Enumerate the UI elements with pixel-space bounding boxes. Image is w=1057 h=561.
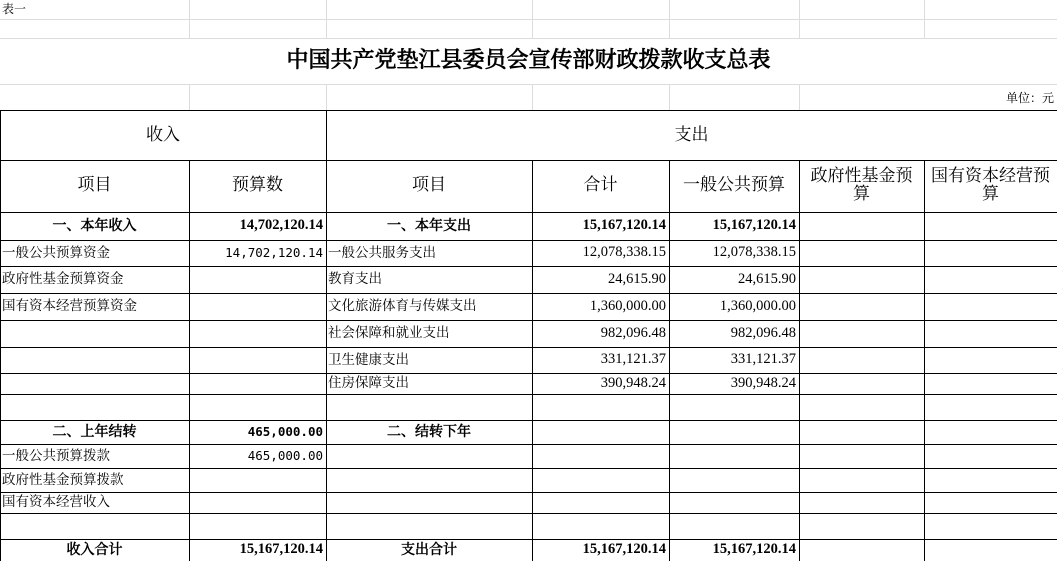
- state-capital-budget-cell: [924, 420, 1057, 444]
- page-title: 中国共产党垫江县委员会宣传部财政拨款收支总表: [286, 47, 771, 74]
- general-public-budget-cell: 982,096.48: [730, 324, 796, 341]
- expense-item-cell: 卫生健康支出: [328, 351, 409, 368]
- column-header-budget-amount: 预算数: [232, 175, 283, 196]
- expense-total-cell: 1,360,000.00: [589, 297, 666, 314]
- grid-line: [0, 444, 1057, 445]
- expense-total-cell: 15,167,120.14: [582, 217, 666, 234]
- state-capital-budget-cell: [924, 212, 1057, 240]
- grid-line: [0, 539, 1057, 540]
- gov-fund-budget-cell: [799, 320, 924, 347]
- income-item-cell: 政府性基金预算资金: [2, 271, 124, 288]
- general-public-budget-cell: 1,360,000.00: [719, 297, 796, 314]
- general-public-budget-cell: [669, 492, 799, 513]
- gov-fund-budget-cell: [799, 394, 924, 420]
- income-amount-cell: [189, 347, 326, 373]
- grid-line: [532, 0, 533, 38]
- expense-total-cell: 15,167,120.14: [582, 541, 666, 558]
- column-header-expense-item: 项目: [412, 175, 446, 196]
- general-public-budget-cell: 15,167,120.14: [712, 217, 796, 234]
- gov-fund-budget-cell: [799, 468, 924, 492]
- income-amount-cell: [189, 394, 326, 420]
- general-public-budget-cell: 24,615.90: [738, 270, 796, 287]
- gov-fund-budget-cell: [799, 212, 924, 240]
- expense-total-cell: 331,121.37: [600, 351, 666, 368]
- expense-total-cell: [532, 468, 669, 492]
- grid-line: [669, 84, 670, 111]
- income-amount-cell: 14,702,120.14: [239, 217, 323, 234]
- grid-line: [0, 38, 1057, 39]
- expense-total-cell: [532, 444, 669, 468]
- general-public-budget-cell: 12,078,338.15: [712, 244, 796, 261]
- grid-line: [669, 0, 670, 38]
- state-capital-budget-cell: [924, 468, 1057, 492]
- grid-line: [0, 212, 799, 213]
- grid-line: [0, 84, 1057, 85]
- gov-fund-budget-cell: [799, 539, 924, 561]
- general-public-budget-cell: 390,948.24: [730, 374, 796, 391]
- grid-line: [326, 84, 327, 111]
- general-public-budget-cell: [669, 420, 799, 444]
- grid-line: [0, 110, 1, 561]
- general-public-budget-cell: [669, 394, 799, 420]
- income-amount-cell: 15,167,120.14: [239, 541, 323, 558]
- table-number: 表一: [2, 2, 27, 17]
- income-item-cell: 政府性基金预算拨款: [2, 471, 124, 488]
- income-header: 收入: [146, 125, 180, 146]
- grid-line: [0, 240, 1057, 241]
- general-public-budget-cell: [669, 468, 799, 492]
- income-item-cell: 收入合计: [66, 541, 123, 558]
- grid-line: [799, 0, 800, 38]
- expense-total-cell: 390,948.24: [600, 374, 666, 391]
- state-capital-budget-cell: [924, 539, 1057, 561]
- grid-line: [326, 160, 1057, 161]
- grid-line: [0, 513, 1057, 514]
- income-item-cell: 二、上年结转: [52, 423, 137, 440]
- income-amount-cell: [189, 293, 326, 320]
- expense-item-cell: [326, 468, 532, 492]
- column-header-general-public-budget: 一般公共预算: [683, 175, 785, 196]
- gov-fund-budget-cell: [799, 293, 924, 320]
- state-capital-budget-cell: [924, 394, 1057, 420]
- grid-line: [924, 0, 925, 38]
- grid-line: [0, 19, 1057, 20]
- gov-fund-budget-cell: [799, 373, 924, 394]
- unit-label: 单位：元: [1005, 90, 1054, 105]
- grid-line: [0, 320, 1057, 321]
- gov-fund-budget-cell: [799, 347, 924, 373]
- income-item-cell: [0, 513, 189, 539]
- gov-fund-budget-cell: [799, 266, 924, 293]
- expense-item-cell: 文化旅游体育与传媒支出: [328, 298, 477, 315]
- expense-total-cell: 24,615.90: [608, 270, 666, 287]
- grid-line: [0, 468, 1057, 469]
- grid-line: [0, 347, 1057, 348]
- expense-total-cell: [532, 513, 669, 539]
- grid-line: [0, 492, 1057, 493]
- expense-item-cell: [326, 444, 532, 468]
- income-item-cell: 一般公共预算资金: [2, 244, 110, 261]
- state-capital-budget-cell: [924, 513, 1057, 539]
- column-header-gov-fund-budget: 政府性基金预算: [810, 166, 913, 204]
- expense-total-cell: [532, 492, 669, 513]
- grid-line: [0, 266, 1057, 267]
- income-item-cell: 国有资本经营收入: [2, 494, 110, 511]
- grid-line: [0, 110, 1057, 111]
- expense-item-cell: 一般公共服务支出: [328, 244, 436, 261]
- grid-line: [0, 394, 1057, 395]
- general-public-budget-cell: 15,167,120.14: [712, 541, 796, 558]
- income-amount-cell: 465,000.00: [247, 448, 323, 464]
- grid-line: [0, 293, 1057, 294]
- expense-total-cell: 12,078,338.15: [582, 244, 666, 261]
- expense-total-cell: [532, 420, 669, 444]
- income-item-cell: 国有资本经营预算资金: [2, 298, 137, 315]
- expense-item-cell: [326, 513, 532, 539]
- income-amount-cell: 465,000.00: [247, 424, 323, 440]
- income-amount-cell: [189, 266, 326, 293]
- grid-line: [189, 0, 190, 38]
- state-capital-budget-cell: [924, 444, 1057, 468]
- income-item-cell: [0, 373, 189, 394]
- gov-fund-budget-cell: [799, 492, 924, 513]
- general-public-budget-cell: [669, 444, 799, 468]
- grid-line: [532, 84, 533, 111]
- state-capital-budget-cell: [924, 492, 1057, 513]
- gov-fund-budget-cell: [799, 444, 924, 468]
- grid-line: [799, 160, 800, 561]
- state-capital-budget-cell: [924, 240, 1057, 266]
- grid-line: [532, 160, 533, 561]
- income-item-cell: 一、本年收入: [52, 217, 137, 234]
- income-amount-cell: 14,702,120.14: [225, 245, 323, 261]
- expense-item-cell: [326, 394, 532, 420]
- general-public-budget-cell: [669, 513, 799, 539]
- grid-line: [0, 420, 1057, 421]
- income-amount-cell: [189, 468, 326, 492]
- income-item-cell: [0, 347, 189, 373]
- income-item-cell: [0, 394, 189, 420]
- expense-item-cell: [326, 492, 532, 513]
- income-item-cell: 一般公共预算拨款: [2, 447, 110, 464]
- income-amount-cell: [189, 320, 326, 347]
- income-item-cell: [0, 320, 189, 347]
- income-amount-cell: [189, 373, 326, 394]
- state-capital-budget-cell: [924, 320, 1057, 347]
- grid-line: [0, 373, 1057, 374]
- grid-line: [189, 84, 190, 111]
- general-public-budget-cell: 331,121.37: [730, 351, 796, 368]
- gov-fund-budget-cell: [799, 513, 924, 539]
- grid-line: [326, 0, 327, 38]
- grid-line: [326, 110, 327, 561]
- column-header-income-item: 项目: [77, 175, 112, 196]
- column-header-state-capital-budget: 国有资本经营预算: [931, 166, 1050, 204]
- grid-line: [0, 160, 326, 161]
- expense-total-cell: 982,096.48: [600, 324, 666, 341]
- state-capital-budget-cell: [924, 347, 1057, 373]
- expense-item-cell: 社会保障和就业支出: [328, 325, 450, 342]
- expense-item-cell: 住房保障支出: [328, 375, 409, 392]
- state-capital-budget-cell: [924, 266, 1057, 293]
- income-amount-cell: [189, 492, 326, 513]
- gov-fund-budget-cell: [799, 420, 924, 444]
- state-capital-budget-cell: [924, 293, 1057, 320]
- column-header-total: 合计: [583, 175, 618, 196]
- expense-item-cell: 二、结转下年: [387, 423, 471, 440]
- gov-fund-budget-cell: [799, 240, 924, 266]
- state-capital-budget-cell: [924, 373, 1057, 394]
- grid-line: [924, 160, 925, 561]
- grid-line: [189, 160, 190, 561]
- grid-line: [799, 84, 800, 111]
- grid-line: [669, 160, 670, 561]
- expense-item-cell: 一、本年支出: [387, 217, 471, 234]
- income-amount-cell: [189, 513, 326, 539]
- expense-item-cell: 支出合计: [401, 541, 457, 558]
- expense-header: 支出: [674, 125, 709, 146]
- expense-item-cell: 教育支出: [328, 271, 382, 288]
- expense-total-cell: [532, 394, 669, 420]
- grid-line: [799, 212, 1057, 213]
